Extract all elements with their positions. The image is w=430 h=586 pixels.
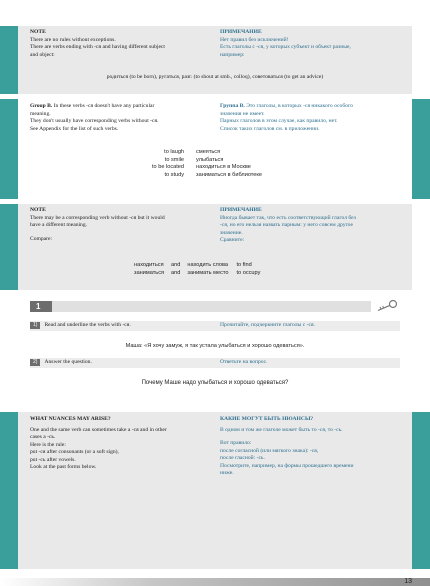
pair-ru: смеяться [196,149,221,155]
accent-strip-right [412,99,430,199]
page-number: 13 [404,578,412,585]
note2-en [30,207,210,243]
task2-en [30,359,92,367]
groupB-pairs-table [150,149,264,179]
nuances-en-line: put -сь after vowels. [30,456,76,463]
table-row [150,164,264,172]
pair-en: to be located [152,164,185,171]
accent-strip-left [0,99,18,199]
table-row [150,157,264,165]
note1-ru-line: например: [220,51,245,58]
groupB-en-head: Group B. [30,103,53,109]
groupB-en-line: meaning. [30,110,51,117]
nuances-en-line: One and the same verb can sometimes take a -ся and in other [30,426,167,433]
note2-compare-table [132,262,262,277]
note2-en-line: There may be a corresponding verb without -ся but it would [30,214,165,221]
groupB-ru-line: Парных глаголов в этом случае, как правило, нет. [220,118,338,125]
note1-en-line: There are no rules without exceptions. [30,36,116,43]
task2-number: 2) [30,359,40,366]
task1-en [30,322,131,330]
note2-en-line: have a different meaning. [30,222,88,229]
note1-en-title: NOTE [30,29,46,35]
table-row [132,262,262,270]
exercise-sentence: Маша: «Я хочу замуж, я так устала улыбаться и хорошо одеваться». [125,343,305,349]
note2-ru [220,207,400,245]
groupB-ru [220,103,400,133]
nuances-en [30,416,210,472]
compare-en: to find [236,262,252,268]
note2-ru-line: Иногда бывает так, что есть соответствующий глагол без [220,214,356,221]
nuances-ru-line: В одном и том же глаголе может быть то -ся, то -сь. [220,426,343,433]
nuances-en-title: WHAT NUANCES MAY ARISE? [30,416,111,422]
accent-strip-left [0,412,18,569]
accent-strip-right [412,412,430,569]
accent-strip-left [0,26,18,94]
exercise-question: Почему Маше надо улыбаться и хорошо одеваться? [141,380,289,386]
task1-en-text: Read and underline the verbs with -ся. [44,322,131,328]
task1-ru: Прочитайте, подчеркните глаголы с -ся. [220,322,315,328]
task2-ru: Ответьте на вопрос. [220,359,268,365]
compare-a: заниматься [134,269,165,276]
task1-number: 1) [30,322,40,329]
groupB-ru-line: значения не имеет. [220,110,265,117]
table-row [132,270,262,278]
note2-ru-line: значение. [220,229,243,236]
pair-en: to laugh [164,149,185,155]
groupB-ru-head: Группа B. [220,103,245,109]
note1-en-line: and object: [30,51,55,58]
compare-b: занимать место [187,269,229,276]
groupB-en [30,103,210,133]
nuances-en-line: put -ся after consonants (or a soft sign), [30,449,119,456]
note1-en [30,29,210,59]
pair-en: to smile [164,156,185,163]
pair-ru: находиться в Москве [196,164,251,171]
note1-ru-line: Нет правил без исключений! [220,36,289,43]
compare-and: and [171,269,181,276]
groupB-en-line: They don't usually have corresponding verbs without -ся. [30,118,159,125]
groupB-ru-line: Список таких глаголов см. в приложении. [220,125,320,132]
task2-en-text: Answer the question. [44,359,92,365]
nuances-ru-title: КАКИЕ МОГУТ БЫТЬ НЮАНСЫ? [220,416,314,422]
compare-a: находиться [134,262,164,268]
compare-b: находить слова [187,262,228,268]
note2-en-title: NOTE [30,207,46,213]
nuances-ru [220,416,400,478]
note2-ru-line: -ся, но его нельзя назвать парным: у него совсем другое [220,222,353,229]
groupB-en-line: In these verbs -ся doesn't have any particular [53,103,155,109]
table-row [150,149,264,157]
note1-ru [220,29,400,59]
nuances-en-line: Here is the rule: [30,441,66,448]
pair-en: to study [164,171,185,178]
groupB-en-line: See Appendix for the list of such verbs. [30,125,119,132]
compare-and: and [171,262,181,268]
nuances-ru-line: ниже. [220,470,234,477]
note2-ru-title: ПРИМЕЧАНИЕ [220,207,262,213]
nuances-ru-line: Посмотрите, например, на формы прошедшего времени [220,462,354,469]
accent-strip-left [0,204,18,290]
nuances-ru-line: после гласной: -сь. [220,455,265,462]
page-footer [0,578,430,586]
table-row [150,172,264,180]
key-icon [376,298,398,314]
groupB-ru-line: Это глаголы, в которых -ся никакого особого [246,103,353,109]
pair-ru: заниматься в библиотеке [196,171,263,178]
note1-en-line: There are verbs ending with -ся and having different subject [30,44,165,51]
compare-en: to occupy [236,269,261,276]
note2-ru-compare: Сравните: [220,237,245,244]
note1-examples: родиться (to be born), ругаться, разг. (to shout at smb., colloq), советоваться (to get an advice) [106,74,324,80]
nuances-ru-line: Вот правило: [220,440,252,447]
note1-ru-title: ПРИМЕЧАНИЕ [220,29,262,35]
nuances-en-line: cases a -сь. [30,434,56,441]
nuances-en-line: Look at the past forms below. [30,464,97,471]
note2-en-compare: Compare: [30,235,53,242]
pair-ru: улыбаться [196,156,224,163]
note1-ru-line: Есть глаголы с -ся, у которых субъект и объект разные, [220,44,351,51]
exercise-bar [30,301,371,312]
exercise-number-box [30,301,52,312]
nuances-ru-line: после согласной (или мягкого знака): -ся, [220,447,319,454]
exercise-number: 1 [36,302,41,311]
